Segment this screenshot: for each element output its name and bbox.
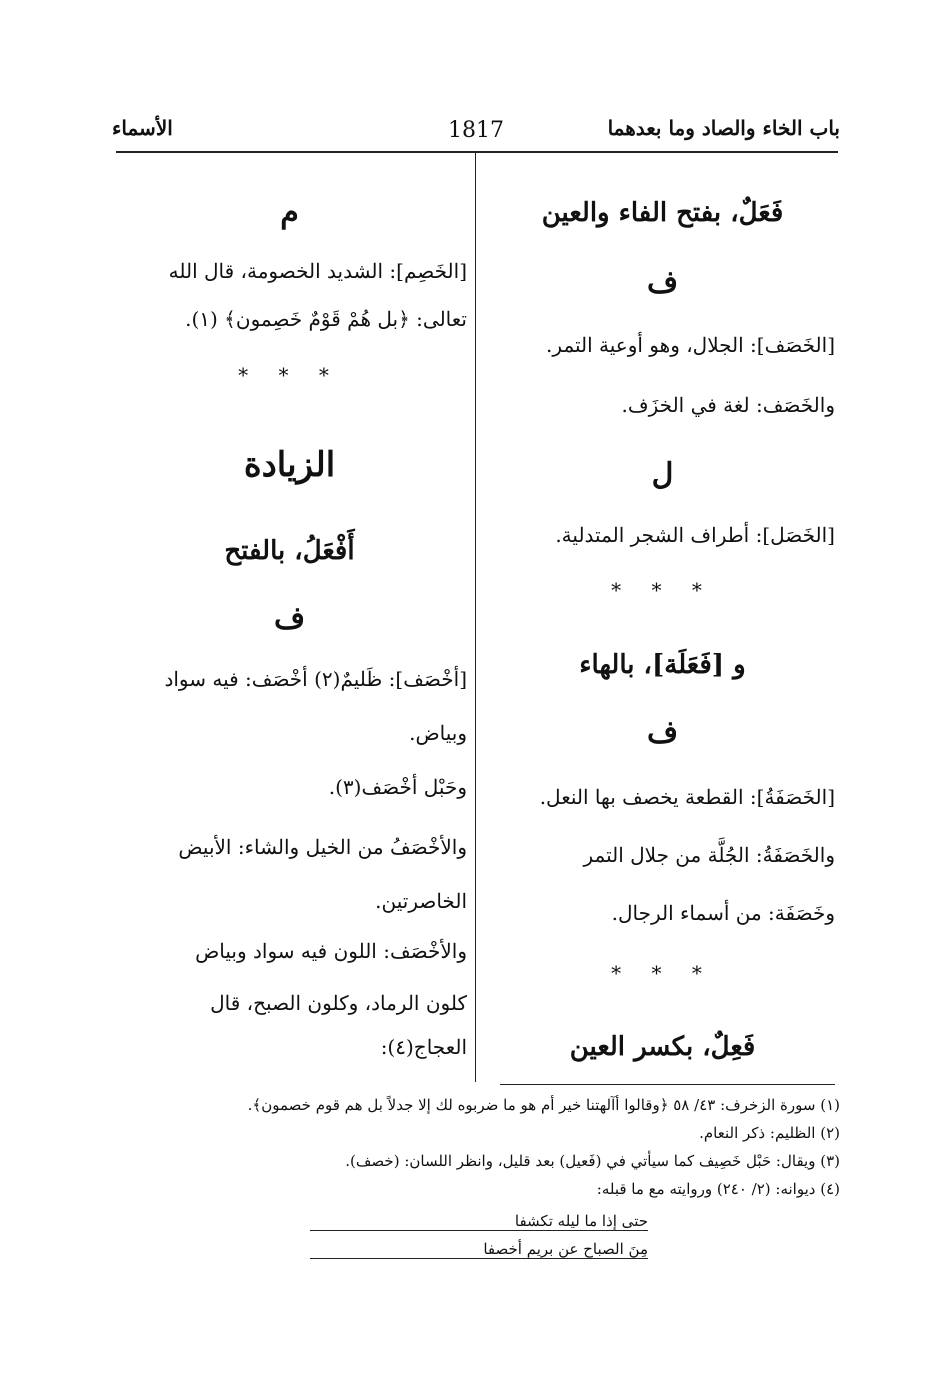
entry-akhsaf-horse-line2: الخاصرتين. [375, 889, 467, 913]
entry-khasal: [الخَصَل]: أطراف الشجر المتدلية. [555, 523, 835, 547]
footnote-3: (٣) ويقال: حَبْل خَصِيف كما سيأتي في (فَعيل) بعد قليل، وانظر اللسان: (خصف). [345, 1152, 840, 1170]
entry-khasafa-2: والخَصَفَةُ: الجُلَّة من جلال التمر [583, 843, 835, 867]
entry-akhsaf-color-line1: والأخْصَف: اللون فيه سواد وبياض [195, 939, 467, 963]
footnote-2: (٢) الظليم: ذكر النعام. [699, 1124, 840, 1142]
entry-khasaf-1: [الخَصَف]: الجلال، وهو أوعية التمر. [546, 333, 835, 357]
separator-stars: * * * [238, 363, 341, 387]
heading-faal: فَعَلٌ، بفتح الفاء والعين [541, 198, 784, 228]
entry-khasafa-3: وخَصَفَة: من أسماء الرجال. [611, 901, 835, 925]
column-divider [475, 152, 476, 1082]
letter-fa: ف [273, 601, 306, 636]
verse-line-2: مِنَ الصباح عن بريم أخصفا [483, 1240, 648, 1258]
letter-mim: م [280, 195, 299, 230]
entry-khasaf-2: والخَصَف: لغة في الخزَف. [621, 393, 835, 417]
running-header [112, 112, 840, 146]
entry-habl-akhsaf: وحَبْل أخْصَف(٣). [328, 775, 467, 799]
entry-khasim-line1: [الخَصِم]: الشديد الخصومة، قال الله [168, 259, 467, 283]
heading-faala: و [فَعَلَة]، بالهاء [579, 650, 746, 680]
separator-stars: * * * [611, 961, 714, 985]
entry-akhsaf-color-line3: العجاج(٤): [380, 1035, 467, 1059]
entry-khasim-line2: تعالى: ﴿بل هُمْ قَوْمٌ خَصِمون﴾ (١). [185, 307, 467, 331]
footnote-rule [500, 1084, 835, 1085]
footnote-4: (٤) ديوانه: (٢/ ٢٤٠) وروايته مع ما قبله: [596, 1180, 840, 1198]
verse-underline [310, 1258, 648, 1259]
verse-underline [310, 1230, 648, 1231]
page-number: 1817 [448, 118, 504, 143]
entry-akhsaf-color-line2: كلون الرماد، وكلون الصبح، قال [210, 991, 467, 1015]
entry-akhsaf-line2: وبياض. [409, 721, 467, 745]
heading-fail: فَعِلٌ، بكسر العين [569, 1032, 756, 1062]
entry-khasafa-1: [الخَصَفَةُ]: القطعة يخصف بها النعل. [539, 785, 835, 809]
heading-afal: أَفْعَلُ، بالفتح [224, 536, 355, 566]
letter-lam: ل [651, 457, 674, 492]
entry-akhsaf-line1: [أخْصَف]: ظَليمٌ(٢) أخْصَف: فيه سواد [164, 667, 467, 691]
letter-fa: ف [646, 715, 679, 750]
header-rule [116, 151, 838, 153]
verse-line-1: حتى إذا ما ليله تكشفا [514, 1212, 648, 1230]
chapter-title: باب الخاء والصاد وما بعدهما [607, 116, 840, 140]
section-label: الأسماء [112, 116, 173, 140]
separator-stars: * * * [611, 578, 714, 602]
footnote-1: (١) سورة الزخرف: ٤٣/ ٥٨ ﴿وقالوا أآلهتنا خير أم هو ما ضربوه لك إلا جدلاً بل هم قوم خصمون﴾. [247, 1096, 840, 1114]
entry-akhsaf-horse-line1: والأخْصَفُ من الخيل والشاء: الأبيض [178, 835, 467, 859]
letter-fa: ف [646, 265, 679, 300]
section-title: الزيادة [243, 445, 336, 485]
